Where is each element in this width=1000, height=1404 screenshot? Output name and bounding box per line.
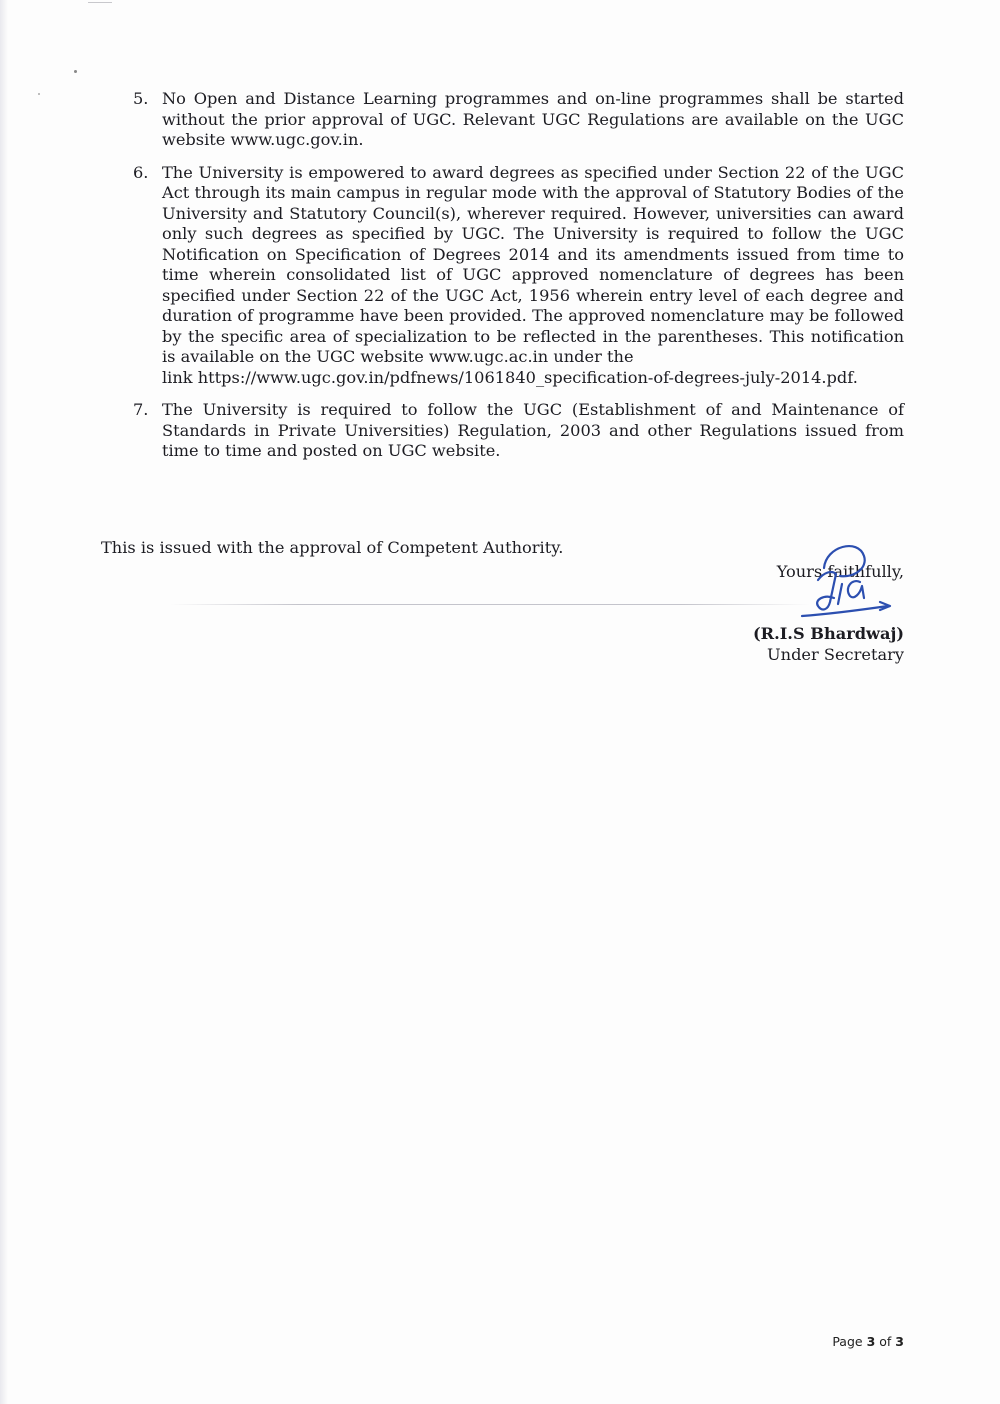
handwritten-signature (780, 532, 900, 636)
approval-note: This is issued with the approval of Competent Authority. (101, 538, 564, 557)
signatory-name: (R.I.S Bhardwaj) (752, 624, 904, 643)
scan-speck (74, 70, 77, 73)
point-number: 6. (133, 162, 149, 182)
degrees-notification-link[interactable]: link https://www.ugc.gov.in/pdfnews/1061840_specification-of-degrees-july-2014.pdf. (162, 367, 858, 387)
point-6 (130, 163, 904, 389)
scan-speck (38, 93, 40, 95)
point-text: The University is required to follow the UGC (Establishment of and Maintenance of Standards in Private Universities) Regulation, 2003 and other Regulations issued from time to time and posted on UGC website. (162, 400, 904, 460)
point-number: 5. (133, 89, 149, 108)
page-number-total: 3 (895, 1334, 904, 1349)
page-number (832, 1334, 904, 1349)
page-number-current: 3 (866, 1334, 876, 1349)
point-5 (130, 89, 904, 151)
page-number-separator: of (879, 1334, 892, 1349)
point-7 (130, 400, 904, 462)
point-text: No Open and Distance Learning programmes and on-line programmes shall be started without the prior approval of UGC. Relevant UGC Regulations are available on the UGC website www.ugc.gov.in. (162, 89, 904, 149)
point-text: The University is empowered to award degrees as specified under Section 22 of the UGC Act through its main campus in regular mode with the approval of Statutory Bodies of the University and Statutory Council(s), wherever required. However, universities can award only such degrees as specified by UGC. The University is required to follow the UGC Notification on Specification of Degrees 2014 and its amendments issued from time to time wherein consolidated list of UGC approved nomenclature of degrees has been specified under Section 22 of the UGC Act, 1956 wherein entry level of each degree and duration of programme have been provided. The approved nomenclature may be followed by the specific area of specialization to be reflected in the parentheses. This notification is available on the UGC website www.ugc.ac.in under the (162, 162, 904, 366)
signatory-designation: Under Secretary (767, 645, 904, 664)
scan-edge-shadow (0, 0, 8, 1404)
numbered-points-list (130, 89, 904, 474)
scan-mark (88, 2, 112, 3)
page-number-prefix: Page (832, 1334, 863, 1349)
closing-salutation: Yours faithfully, (776, 562, 904, 581)
point-number: 7. (133, 400, 149, 419)
